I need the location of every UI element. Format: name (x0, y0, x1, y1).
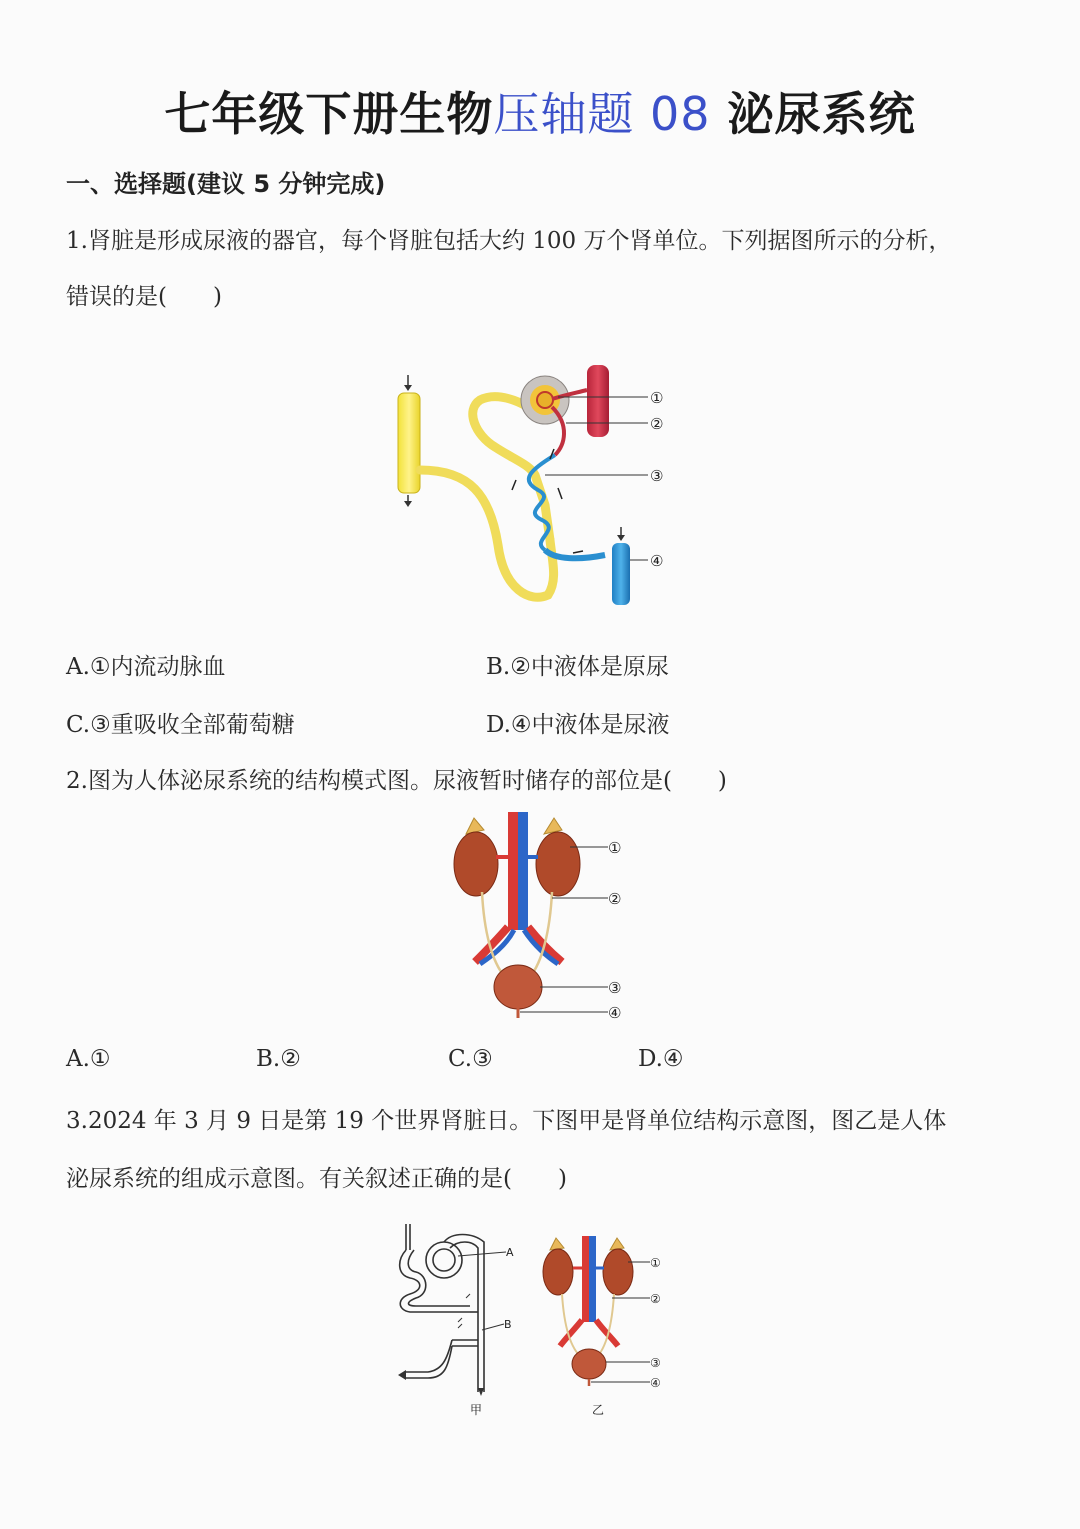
q1-label-2: ② (650, 415, 664, 433)
q3-urinary-system-diagram (538, 1236, 673, 1421)
q1-option-c[interactable]: C.③重吸收全部葡萄糖 (66, 712, 295, 738)
q3-fig-a-label-b: B (504, 1318, 512, 1331)
q3-stem-line1: 3.2024 年 3 月 9 日是第 19 个世界肾脏日。下图甲是肾单位结构示意图，图乙是人体 (66, 1108, 947, 1134)
q3-fig-a-caption: 甲 (470, 1403, 483, 1417)
q1-stem-line2: 错误的是( ) (66, 284, 222, 310)
q2-label-4: ④ (608, 1004, 622, 1022)
q1-label-4: ④ (650, 552, 664, 570)
q2-option-b[interactable]: B.② (256, 1046, 301, 1072)
q3-fig-b-caption: 乙 (592, 1403, 605, 1417)
q2-option-c[interactable]: C.③ (448, 1046, 493, 1072)
q1-option-b[interactable]: B.②中液体是原尿 (486, 654, 669, 680)
q3-nephron-diagram (392, 1220, 527, 1420)
title-part3: 泌尿系统 (710, 87, 916, 141)
q2-option-a[interactable]: A.① (66, 1046, 111, 1072)
q1-option-a[interactable]: A.①内流动脉血 (66, 654, 226, 680)
q1-label-1: ① (650, 389, 664, 407)
q1-nephron-figure (380, 355, 680, 615)
title-highlight: 压轴题 08 (493, 87, 711, 141)
q3-fig-b-label-1: ① (650, 1256, 661, 1270)
q3-fig-a-label-a: A (506, 1246, 514, 1259)
q1-stem-line1: 1.肾脏是形成尿液的器官，每个肾脏包括大约 100 万个肾单位。下列据图所示的分析， (66, 228, 952, 254)
title-part1: 七年级下册生物 (164, 87, 494, 141)
q1-label-3: ③ (650, 467, 664, 485)
q3-stem-line2: 泌尿系统的组成示意图。有关叙述正确的是( ) (66, 1166, 567, 1192)
q3-fig-b-label-3: ③ (650, 1356, 661, 1370)
q2-option-d[interactable]: D.④ (638, 1046, 684, 1072)
q3-fig-b-label-4: ④ (650, 1376, 661, 1390)
q2-label-1: ① (608, 839, 622, 857)
q2-stem: 2.图为人体泌尿系统的结构模式图。尿液暂时储存的部位是( ) (66, 768, 727, 794)
q1-option-d[interactable]: D.④中液体是尿液 (486, 712, 670, 738)
q2-urinary-system-figure (440, 812, 640, 1022)
q2-label-2: ② (608, 890, 622, 908)
q2-label-3: ③ (608, 979, 622, 997)
section-heading: 一、选择题(建议 5 分钟完成) (66, 170, 386, 198)
q3-fig-b-label-2: ② (650, 1292, 661, 1306)
page-title (0, 78, 1080, 144)
